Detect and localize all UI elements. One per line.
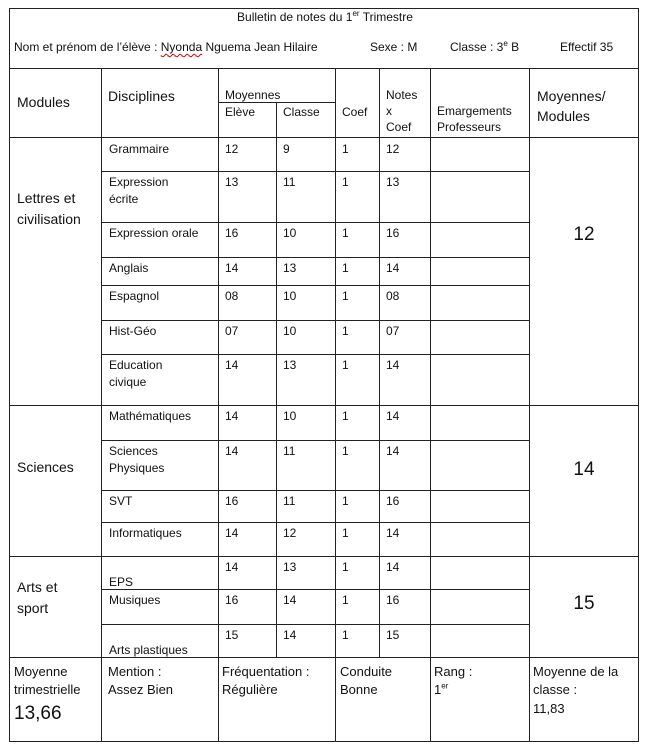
grid-line <box>430 68 431 742</box>
col-header-disciplines: Disciplines <box>108 88 175 104</box>
footer-frequentation-label: Fréquentation : <box>222 664 310 679</box>
grid-line <box>335 68 336 742</box>
grid-line <box>218 68 219 742</box>
col-header-classe: Classe <box>283 105 320 119</box>
col-header-emargements-2: Professeurs <box>437 120 502 134</box>
footer-moyenne-classe-label-1: Moyenne de la <box>533 664 619 679</box>
class-average: 10 <box>283 289 297 303</box>
rang-value: 1er <box>434 681 449 697</box>
col-header-notes-3: Coef <box>386 120 412 134</box>
coefficient: 1 <box>342 444 349 458</box>
discipline-name: EPS <box>109 575 134 589</box>
student-average: 14 <box>225 526 239 540</box>
class-average: 14 <box>283 628 297 642</box>
class-average: 14 <box>283 593 297 607</box>
coefficient: 1 <box>342 526 349 540</box>
coefficient: 1 <box>342 358 349 372</box>
grid-line <box>101 68 102 742</box>
discipline-name: Mathématiques <box>109 409 192 423</box>
coefficient: 1 <box>342 324 349 338</box>
col-header-modules: Modules <box>17 94 70 110</box>
mention-value: Assez Bien <box>108 682 174 697</box>
grid-line <box>276 102 277 657</box>
discipline-name: Informatiques <box>109 526 182 540</box>
discipline-name: Expression <box>109 175 169 189</box>
weighted-note: 13 <box>386 175 400 189</box>
weighted-note: 07 <box>386 324 400 338</box>
student-name-line: Nom et prénom de l’élève : Nyonda Nguema Jean Hilaire <box>14 40 318 54</box>
coefficient: 1 <box>342 409 349 423</box>
discipline-name: Sciences <box>109 444 158 458</box>
coefficient: 1 <box>342 261 349 275</box>
coefficient: 1 <box>342 628 349 642</box>
grid-line <box>9 405 639 406</box>
student-average: 16 <box>225 226 239 240</box>
student-average: 16 <box>225 593 239 607</box>
module-name: sport <box>17 600 49 616</box>
coefficient: 1 <box>342 560 349 574</box>
col-header-moyennes: Moyennes <box>225 88 281 102</box>
grid-line <box>101 589 529 590</box>
student-average: 13 <box>225 175 239 189</box>
class-average: 11 <box>283 175 296 189</box>
module-name: civilisation <box>17 211 81 227</box>
grid-line <box>101 354 529 355</box>
coefficient: 1 <box>342 494 349 508</box>
student-average: 07 <box>225 324 239 338</box>
grid-line <box>101 320 529 321</box>
student-first-name: Nyonda <box>160 40 203 54</box>
col-header-eleve: Elève <box>225 105 256 119</box>
class-average: 13 <box>283 358 297 372</box>
col-header-moyennes-modules-1: Moyennes/ <box>537 88 606 104</box>
student-average: 12 <box>225 142 239 156</box>
grid-line <box>101 522 529 523</box>
module-average: 15 <box>573 593 595 614</box>
coefficient: 1 <box>342 593 349 607</box>
coefficient: 1 <box>342 289 349 303</box>
grid-line <box>9 556 639 557</box>
grid-line <box>379 68 380 657</box>
grid-line <box>101 624 529 625</box>
student-average: 15 <box>225 628 239 642</box>
student-average: 14 <box>225 444 239 458</box>
weighted-note: 14 <box>386 526 400 540</box>
footer-mention-label: Mention : <box>108 664 162 679</box>
module-name: Lettres et <box>17 190 76 206</box>
conduite-value: Bonne <box>340 682 378 697</box>
discipline-name: SVT <box>109 494 133 508</box>
discipline-name-line2: civique <box>109 375 147 389</box>
weighted-note: 15 <box>386 628 400 642</box>
footer-moyenne-label-2: trimestrielle <box>14 682 81 697</box>
class-average: 9 <box>283 142 290 156</box>
class-average: 11 <box>283 444 296 458</box>
discipline-name: Grammaire <box>109 142 170 156</box>
weighted-note: 14 <box>386 358 400 372</box>
class-size: Effectif 35 <box>560 40 614 54</box>
discipline-name: Expression orale <box>109 226 199 240</box>
module-name: Arts et <box>17 579 58 595</box>
frequentation-value: Régulière <box>222 682 278 697</box>
student-average: 14 <box>225 560 239 574</box>
weighted-note: 16 <box>386 494 400 508</box>
grid-line <box>529 68 530 742</box>
col-header-emargements-1: Emargements <box>437 104 512 118</box>
weighted-note: 16 <box>386 593 400 607</box>
grid-line <box>9 68 639 69</box>
coefficient: 1 <box>342 175 349 189</box>
discipline-name: Anglais <box>109 261 149 275</box>
student-average: 14 <box>225 358 239 372</box>
grid-line <box>430 285 529 286</box>
col-header-moyennes-modules-2: Modules <box>537 108 590 124</box>
grid-line <box>101 490 529 491</box>
class-average: 13 <box>283 560 297 574</box>
class-average: 10 <box>283 226 297 240</box>
col-header-notes-1: Notes <box>386 88 418 102</box>
student-average: 08 <box>225 289 239 303</box>
col-header-coef: Coef <box>342 105 368 119</box>
discipline-name: Arts plastiques <box>109 643 188 657</box>
term-average-value: 13,66 <box>14 703 62 724</box>
discipline-name: Espagnol <box>109 289 160 303</box>
student-average: 16 <box>225 494 239 508</box>
module-average: 14 <box>573 459 595 480</box>
student-average: 14 <box>225 261 239 275</box>
module-name: Sciences <box>17 459 74 475</box>
class-average: 10 <box>283 324 297 338</box>
weighted-note: 14 <box>386 444 400 458</box>
discipline-name-line2: Physiques <box>109 461 165 475</box>
discipline-name-line2: écrite <box>109 192 139 206</box>
footer-conduite-label: Conduite <box>340 664 393 679</box>
class-average: 10 <box>283 409 297 423</box>
student-sex: Sexe : M <box>370 40 418 54</box>
weighted-note: 08 <box>386 289 400 303</box>
weighted-note: 16 <box>386 226 400 240</box>
footer-rang-label: Rang : <box>434 664 473 679</box>
weighted-note: 12 <box>386 142 400 156</box>
footer-moyenne-label-1: Moyenne <box>14 664 68 679</box>
class-average: 11 <box>283 494 296 508</box>
class-average: 13 <box>283 261 297 275</box>
discipline-name: Musiques <box>109 593 161 607</box>
class-average-value: 11,83 <box>533 701 565 716</box>
grid-line <box>101 222 529 223</box>
student-class: Classe : 3e B <box>450 39 520 54</box>
class-average: 12 <box>283 526 297 540</box>
weighted-note: 14 <box>386 409 400 423</box>
grid-line <box>9 137 639 138</box>
weighted-note: 14 <box>386 560 400 574</box>
grid-line <box>101 171 529 172</box>
coefficient: 1 <box>342 142 349 156</box>
student-average: 14 <box>225 409 239 423</box>
coefficient: 1 <box>342 226 349 240</box>
footer-moyenne-classe-label-2: classe : <box>533 682 578 697</box>
grid-line <box>101 440 529 441</box>
weighted-note: 14 <box>386 261 400 275</box>
grid-line <box>101 257 529 258</box>
discipline-name: Hist-Géo <box>109 324 157 338</box>
report-title: Bulletin de notes du 1er Trimestre <box>237 9 413 24</box>
grid-line <box>9 657 639 658</box>
module-average: 12 <box>573 224 595 245</box>
col-header-notes-2: x <box>386 104 392 118</box>
discipline-name: Education <box>109 358 163 372</box>
